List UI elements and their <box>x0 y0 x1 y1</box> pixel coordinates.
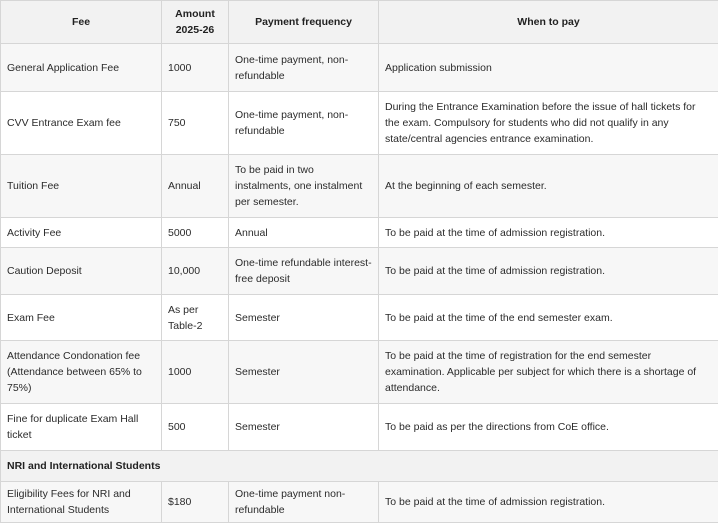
fee-amount: $180 <box>162 482 229 523</box>
header-when: When to pay <box>379 1 718 44</box>
fee-amount: Annual <box>162 155 229 218</box>
section-row <box>1 451 718 482</box>
fee-when: Application submission <box>379 44 718 92</box>
fee-amount: 500 <box>162 404 229 451</box>
header-row <box>1 1 718 44</box>
table-row <box>1 248 718 295</box>
fee-amount: 750 <box>162 92 229 155</box>
fee-when: To be paid at the time of admission registration. <box>379 248 718 295</box>
header-amount-line2: 2025-26 <box>168 22 222 38</box>
fee-frequency: One-time payment, non-refundable <box>229 44 379 92</box>
fee-name: CVV Entrance Exam fee <box>1 92 162 155</box>
fee-amount: As per Table-2 <box>162 295 229 341</box>
fee-name: General Application Fee <box>1 44 162 92</box>
fee-frequency: One-time refundable interest-free deposit <box>229 248 379 295</box>
table-row <box>1 92 718 155</box>
fee-name: Exam Fee <box>1 295 162 341</box>
fee-name: Eligibility Fees for NRI and International Students <box>1 482 162 523</box>
fee-name: Activity Fee <box>1 218 162 248</box>
table-row <box>1 155 718 218</box>
fee-name: Tuition Fee <box>1 155 162 218</box>
fee-when: To be paid at the time of registration for the end semester examination. Applicable per subject for which there is a shortage of attendance. <box>379 341 718 404</box>
table-row <box>1 482 718 523</box>
fee-name: Attendance Condonation fee (Attendance between 65% to 75%) <box>1 341 162 404</box>
fee-frequency: To be paid in two instalments, one instalment per semester. <box>229 155 379 218</box>
fee-name: Fine for duplicate Exam Hall ticket <box>1 404 162 451</box>
header-amount <box>162 1 229 44</box>
fee-amount: 5000 <box>162 218 229 248</box>
table-row <box>1 404 718 451</box>
fee-when: To be paid at the time of admission registration. <box>379 218 718 248</box>
fee-when: During the Entrance Examination before the issue of hall tickets for the exam. Compulsory for students who did not qualify in any state/central agencies entrance examination. <box>379 92 718 155</box>
fee-amount: 1000 <box>162 341 229 404</box>
header-frequency: Payment frequency <box>229 1 379 44</box>
table-row <box>1 218 718 248</box>
fee-frequency: Semester <box>229 404 379 451</box>
fee-when: To be paid at the time of the end semester exam. <box>379 295 718 341</box>
fee-frequency: One-time payment, non-refundable <box>229 92 379 155</box>
fee-when: At the beginning of each semester. <box>379 155 718 218</box>
fee-amount: 10,000 <box>162 248 229 295</box>
table-row <box>1 295 718 341</box>
table-row <box>1 341 718 404</box>
section-title: NRI and International Students <box>1 451 718 482</box>
fee-frequency: Semester <box>229 295 379 341</box>
fee-frequency: One-time payment non-refundable <box>229 482 379 523</box>
table-row <box>1 44 718 92</box>
fee-frequency: Annual <box>229 218 379 248</box>
header-amount-line1: Amount <box>168 6 222 22</box>
fee-amount: 1000 <box>162 44 229 92</box>
fee-when: To be paid at the time of admission registration. <box>379 482 718 523</box>
fee-frequency: Semester <box>229 341 379 404</box>
fee-when: To be paid as per the directions from CoE office. <box>379 404 718 451</box>
header-fee: Fee <box>1 1 162 44</box>
fee-name: Caution Deposit <box>1 248 162 295</box>
